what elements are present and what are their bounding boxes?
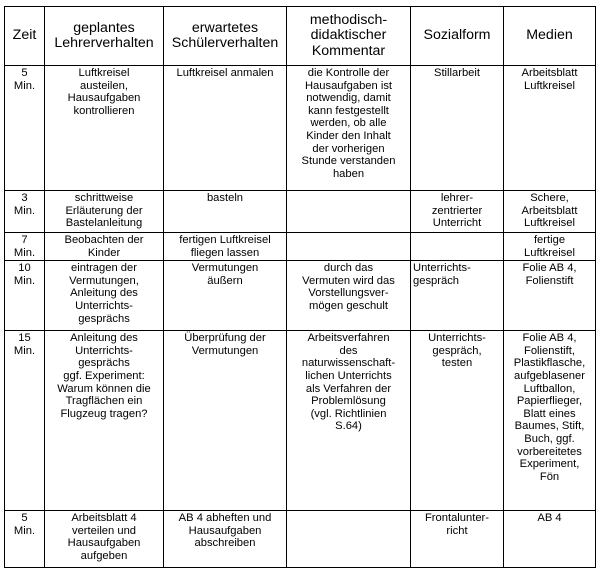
cell-sozialform: Unterrichts- gespräch, testen bbox=[411, 331, 504, 511]
cell-medien: Folie AB 4, Folienstift bbox=[504, 261, 596, 331]
cell-schuelerverhalten: basteln bbox=[164, 191, 287, 233]
cell-lehrerverhalten: eintragen der Vermutungen, Anleitung des Unterrichts- gesprächs bbox=[45, 261, 164, 331]
cell-lehrerverhalten: Anleitung des Unterrichts- gesprächs ggf. Experiment: Warum können die Tragflächen ein Flugzeug tragen? bbox=[45, 331, 164, 511]
cell-sozialform bbox=[411, 233, 504, 261]
cell-kommentar: Arbeitsverfahren des naturwissenschaft- lichen Unterrichts als Verfahren der Problemlösung (vgl. Richtlinien S.64) bbox=[287, 331, 411, 511]
cell-sozialform: Unterrichts- gespräch bbox=[411, 261, 504, 331]
cell-medien: Folie AB 4, Folienstift, Plastikflasche, aufgeblasener Luftballon, Papierflieger, Blatt eines Baumes, Stift, Buch, ggf. vorbereitetes Experiment, Fön bbox=[504, 331, 596, 511]
cell-schuelerverhalten: Luftkreisel anmalen bbox=[164, 66, 287, 191]
cell-medien: Arbeitsblatt Luftkreisel bbox=[504, 66, 596, 191]
table-row bbox=[5, 233, 596, 261]
cell-medien: Schere, Arbeitsblatt Luftkreisel bbox=[504, 191, 596, 233]
cell-zeit: 5 Min. bbox=[5, 511, 45, 568]
header-row bbox=[5, 7, 596, 66]
cell-zeit: 3 Min. bbox=[5, 191, 45, 233]
cell-lehrerverhalten: Luftkreisel austeilen, Hausaufgaben kontrollieren bbox=[45, 66, 164, 191]
header-medien: Medien bbox=[504, 7, 596, 66]
header-lehrerverhalten: geplantes Lehrerverhalten bbox=[45, 7, 164, 66]
cell-schuelerverhalten: Vermutungen äußern bbox=[164, 261, 287, 331]
header-sozialform: Sozialform bbox=[411, 7, 504, 66]
table-row bbox=[5, 511, 596, 568]
cell-zeit: 10 Min. bbox=[5, 261, 45, 331]
header-kommentar: methodisch- didaktischer Kommentar bbox=[287, 7, 411, 66]
cell-schuelerverhalten: AB 4 abheften und Hausaufgaben abschreiben bbox=[164, 511, 287, 568]
cell-kommentar bbox=[287, 191, 411, 233]
cell-lehrerverhalten: Beobachten der Kinder bbox=[45, 233, 164, 261]
table-row bbox=[5, 261, 596, 331]
table-row bbox=[5, 66, 596, 191]
lesson-plan-table bbox=[4, 6, 596, 568]
cell-sozialform: lehrer- zentrierter Unterricht bbox=[411, 191, 504, 233]
cell-lehrerverhalten: schrittweise Erläuterung der Bastelanleitung bbox=[45, 191, 164, 233]
header-schuelerverhalten: erwartetes Schülerverhalten bbox=[164, 7, 287, 66]
cell-zeit: 5 Min. bbox=[5, 66, 45, 191]
cell-medien: AB 4 bbox=[504, 511, 596, 568]
header-zeit: Zeit bbox=[5, 7, 45, 66]
cell-medien: fertige Luftkreisel bbox=[504, 233, 596, 261]
cell-kommentar bbox=[287, 233, 411, 261]
table-row bbox=[5, 191, 596, 233]
cell-zeit: 7 Min. bbox=[5, 233, 45, 261]
cell-sozialform: Frontalunter- richt bbox=[411, 511, 504, 568]
cell-schuelerverhalten: fertigen Luftkreisel fliegen lassen bbox=[164, 233, 287, 261]
cell-lehrerverhalten: Arbeitsblatt 4 verteilen und Hausaufgaben aufgeben bbox=[45, 511, 164, 568]
cell-zeit: 15 Min. bbox=[5, 331, 45, 511]
table-row bbox=[5, 331, 596, 511]
cell-sozialform: Stillarbeit bbox=[411, 66, 504, 191]
cell-schuelerverhalten: Überprüfung der Vermutungen bbox=[164, 331, 287, 511]
cell-kommentar: durch das Vermuten wird das Vorstellungsver- mögen geschult bbox=[287, 261, 411, 331]
cell-kommentar bbox=[287, 511, 411, 568]
cell-kommentar: die Kontrolle der Hausaufgaben ist notwendig, damit kann festgestellt werden, ob alle Kinder den Inhalt der vorherigen Stunde verstanden haben bbox=[287, 66, 411, 191]
